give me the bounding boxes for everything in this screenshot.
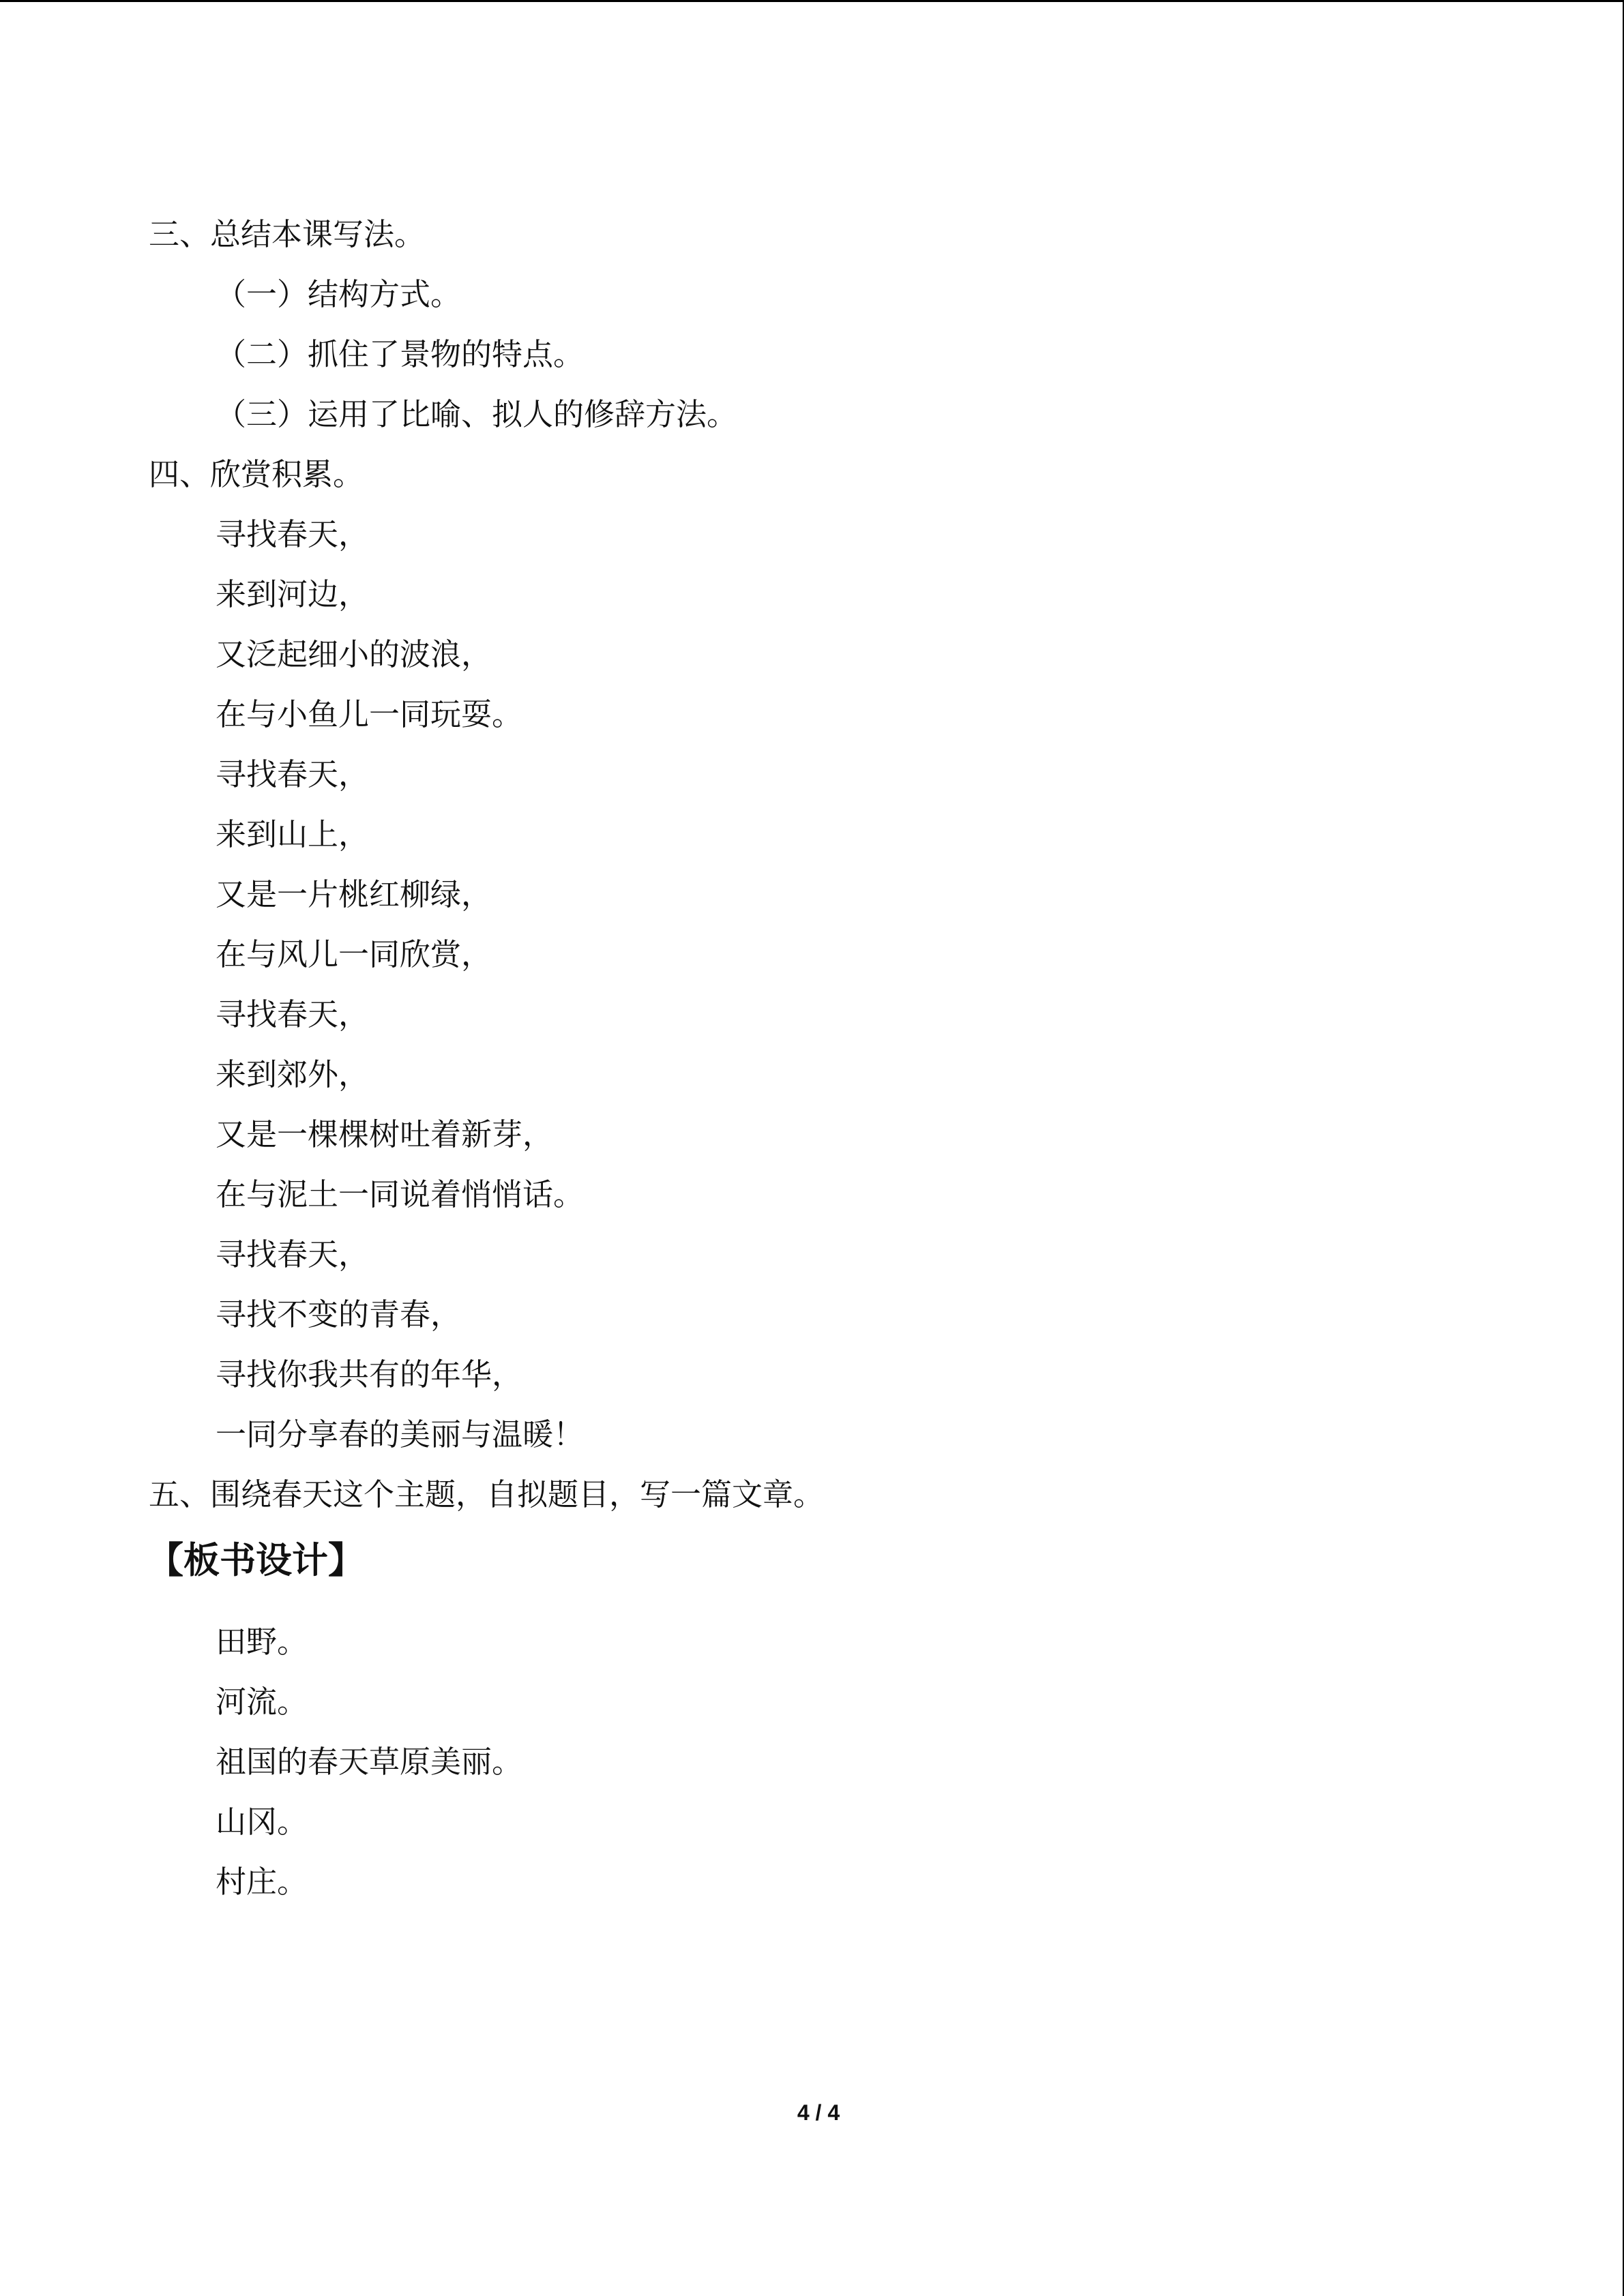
poem-line: 又泛起细小的波浪，	[216, 636, 492, 672]
poem-line: 来到山上，	[216, 816, 370, 852]
poem-line: 寻找春天，	[216, 996, 370, 1032]
page-number: 4 / 4	[797, 2100, 840, 2125]
board-line: 山冈。	[216, 1804, 308, 1840]
poem-line: 在与风儿一同欣赏，	[216, 936, 492, 972]
poem-line: 来到郊外，	[216, 1056, 370, 1092]
poem-line: 又是一片桃红柳绿，	[216, 876, 492, 912]
board-line: 祖国的春天草原美丽。	[216, 1744, 523, 1780]
section-3-item-2: （二）抓住了景物的特点。	[216, 336, 585, 372]
poem-line: 来到河边，	[216, 576, 370, 612]
board-line: 田野。	[216, 1624, 308, 1660]
poem-line: 寻找春天，	[216, 516, 370, 552]
section-4-title: 四、欣赏积累。	[149, 456, 364, 492]
section-5-title: 五、围绕春天这个主题，自拟题目，写一篇文章。	[149, 1476, 825, 1512]
page-top-border	[0, 0, 1624, 2]
section-3-item-1: （一）结构方式。	[216, 276, 462, 312]
poem-line: 寻找不变的青春，	[216, 1296, 462, 1332]
board-line: 河流。	[216, 1684, 308, 1720]
section-3-item-3: （三）运用了比喻、拟人的修辞方法。	[216, 396, 738, 432]
poem-line: 一同分享春的美丽与温暖！	[216, 1416, 585, 1452]
poem-line: 在与小鱼儿一同玩耍。	[216, 696, 523, 732]
board-design-heading: 【板书设计】	[147, 1540, 364, 1581]
section-3-title: 三、总结本课写法。	[149, 216, 426, 252]
board-line: 村庄。	[216, 1864, 308, 1900]
poem-line: 寻找春天，	[216, 756, 370, 792]
poem-line: 寻找春天，	[216, 1236, 370, 1272]
poem-line: 又是一棵棵树吐着新芽，	[216, 1116, 554, 1152]
poem-line: 在与泥土一同说着悄悄话。	[216, 1176, 585, 1212]
poem-line: 寻找你我共有的年华，	[216, 1356, 523, 1392]
